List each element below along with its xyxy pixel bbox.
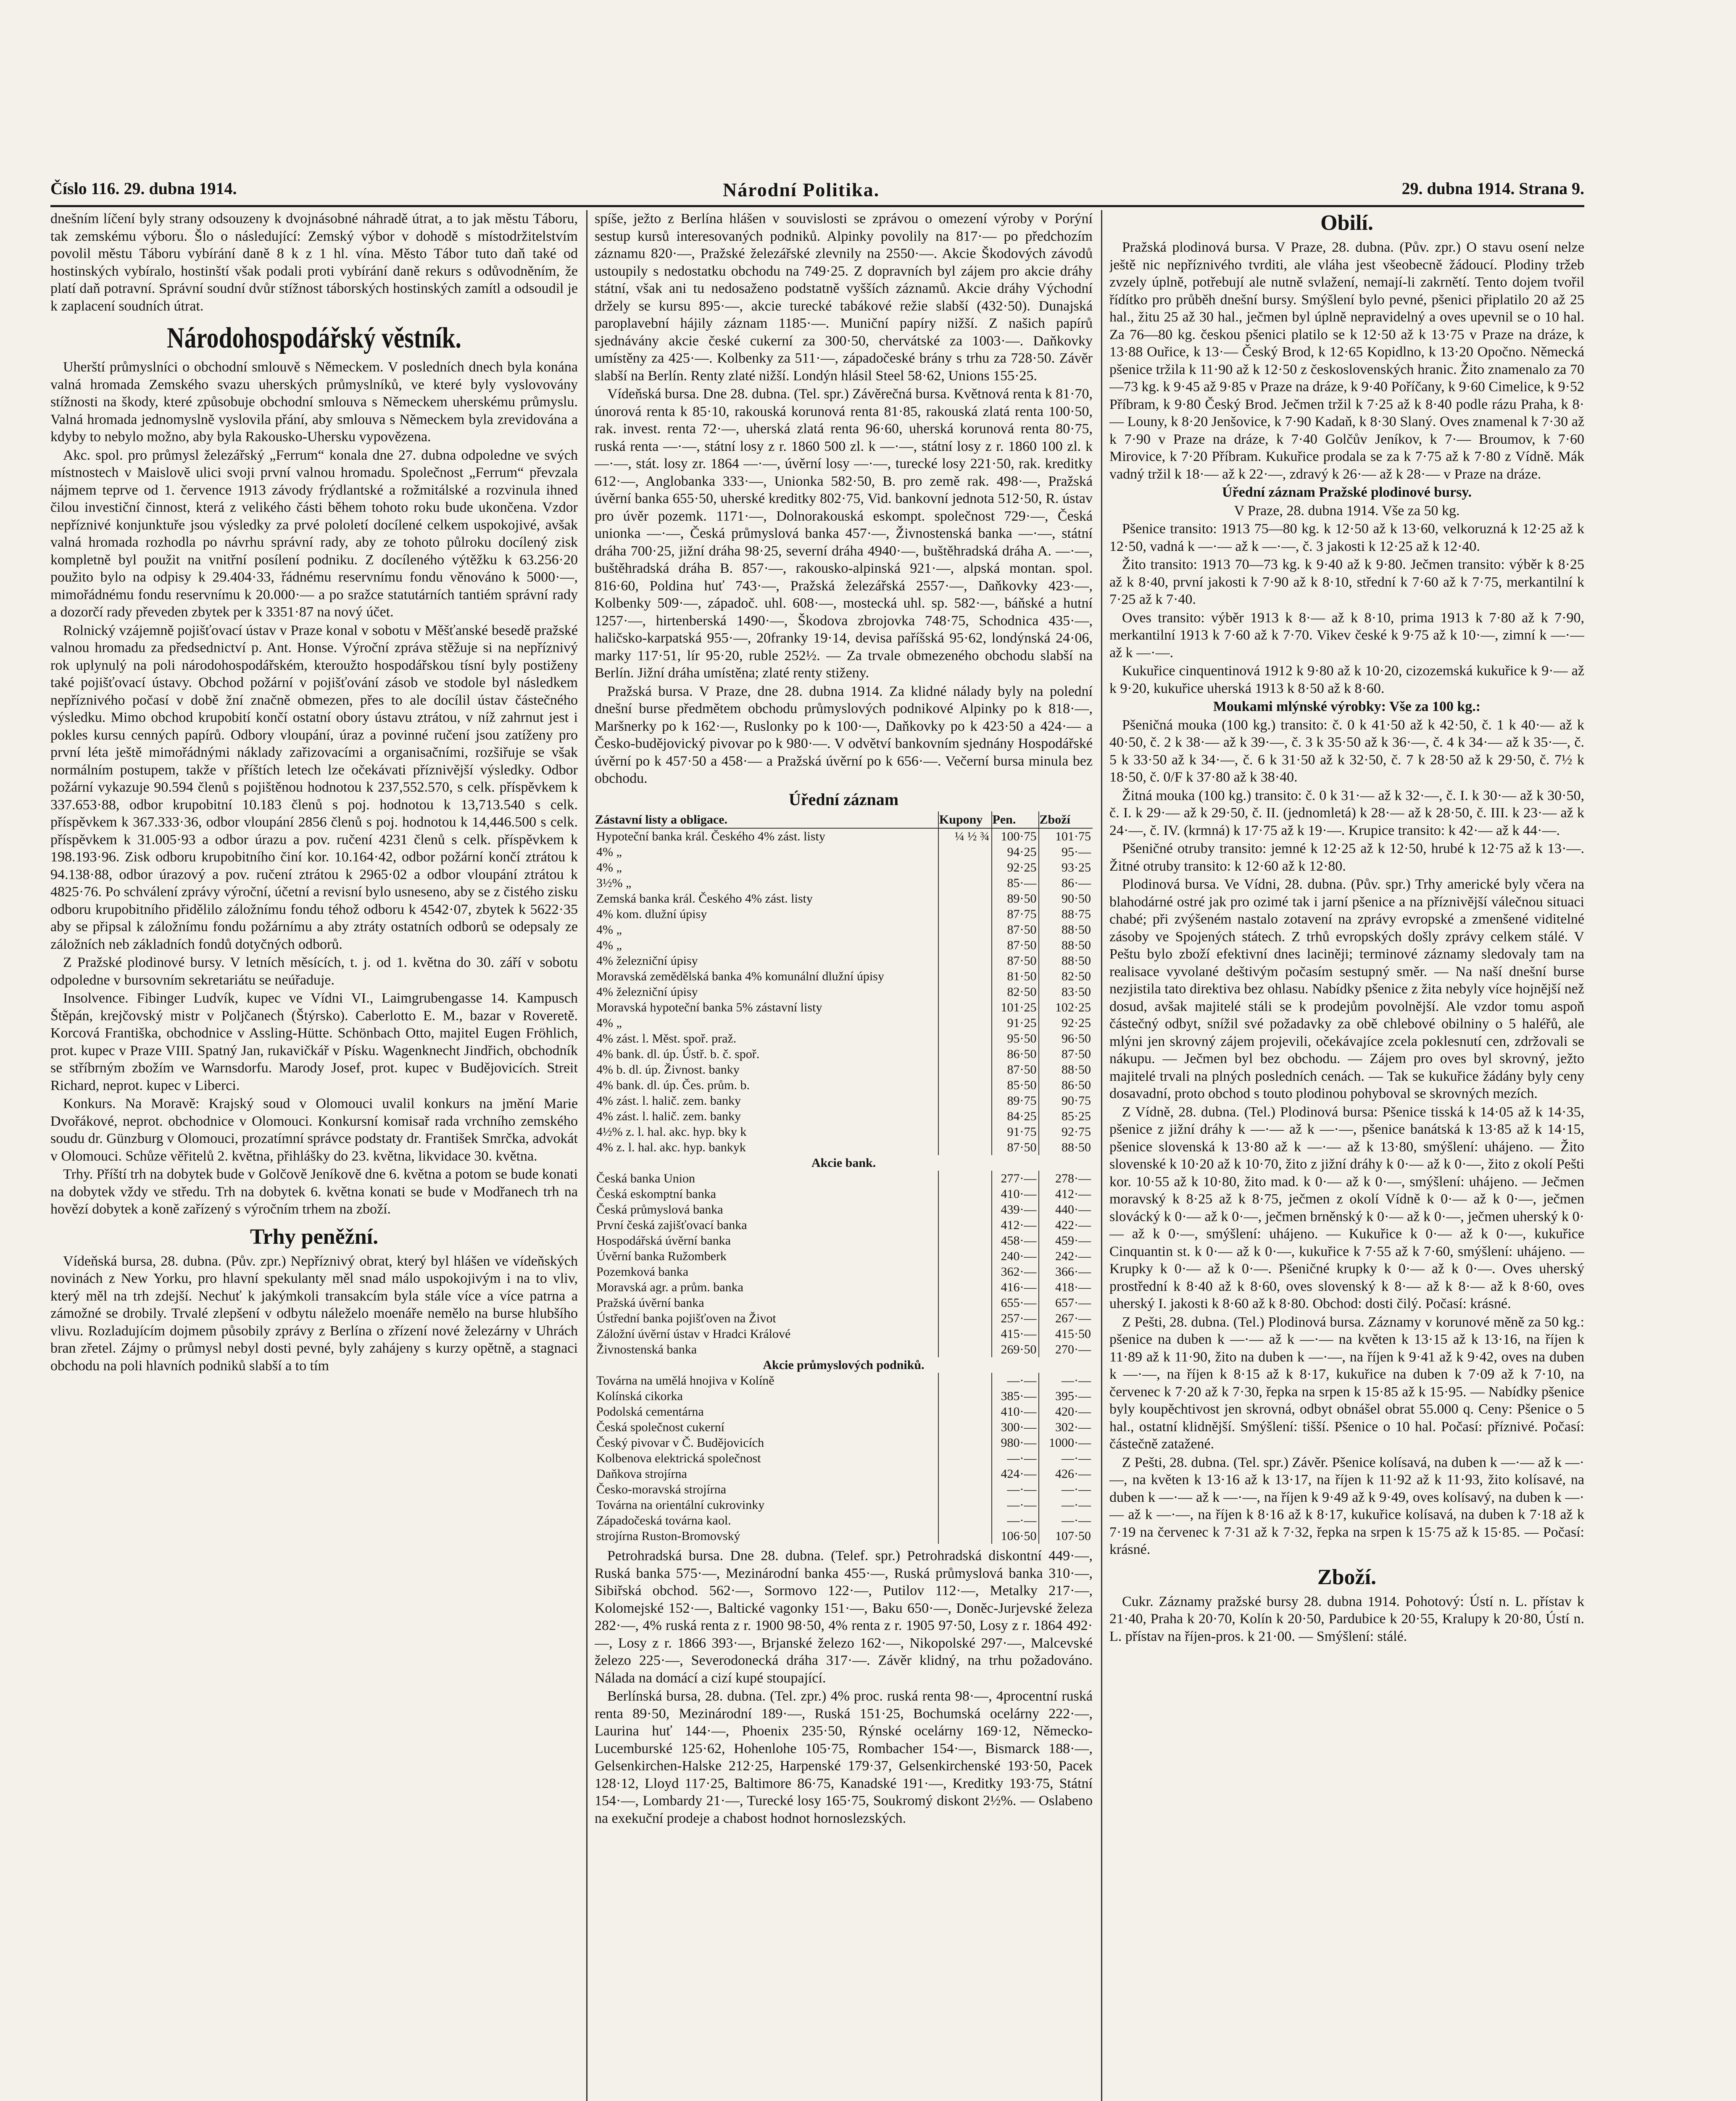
- table-row: [595, 1295, 1093, 1311]
- bid-price: 106·50: [992, 1528, 1039, 1544]
- article-text: Berlínská bursa, 28. dubna. (Tel. zpr.) 4% proc. ruská renta 98·—, 4procentní ruská renta 89·50, Mezinárodní 189·—, Ruská 151·25, Bochumská ocelárny 222·—, Laurina huť 144·—, Phoenix 235·50, Rýnské ocelárny 169·12, Německo-Lucemburské 125·62, Hohenlohe 105·75, Rombacher 154·—, Bismarck 188·—, Gelsenkirchen-Halske 212·25, Harpenské 179·37, Gelsenkirchenské 193·50, Pacek 128·12, Lloyd 117·25, Baltimore 86·75, Kanadské 191·—, Kreditky 193·75, Státní 154·—, Lombardy 21·—, Turecké losy 165·75, Soukromý diskont 2½%. — Oslabeno na exekuční prodeje a chabost hodnot hornoslezských.: [595, 1688, 1093, 1826]
- security-name: 4% „: [596, 845, 622, 859]
- table-row: [595, 1108, 1093, 1124]
- article-text: Vídeňská bursa, 28. dubna. (Pův. zpr.) Nepříznivý obrat, který byl hlášen ve vídeňských novinách z New Yorku, pro hlavní spekulanty měl snad málo uspokojivým i na to vliv, který měl na trh zdejší. Nechuť k jakýmkoli transakcím byla stále více a více patrna a zámožné se drobily. Trvalé zlepšení v odbytu náleželo moenáře nemělo na burse hlubšího vlivu. Rozladujícím dojmem působily zprávy z Berlína o zřízení nové železárny v Uhrách bran zřetel. Zájmy o průmysl nebyl dosti pevné, byly zahájeny s kurzy opětně, a stagnaci obchodu na poli hlavních podniků slabší a to tím: [50, 1253, 578, 1374]
- security-name: Moravská zemědělská banka 4% komunální dlužní úpisy: [596, 969, 884, 983]
- table-row: [595, 969, 1093, 984]
- article-text: Cukr. Záznamy pražské bursy 28. dubna 1914. Pohotový: Ústí n. L. přístav k 21·40, Praha k 20·70, Kolín k 20·50, Pardubice k 20·55, Kralupy k 20·80, Ústí n. L. přístav na říjen-pros. k 21·00. — Smýšlení: stálé.: [1109, 1593, 1584, 1644]
- section-heading: Obilí.: [1320, 211, 1373, 235]
- table-row: [595, 1140, 1093, 1155]
- bid-price: 424·—: [992, 1466, 1039, 1482]
- ask-price: —·—: [1039, 1373, 1093, 1388]
- bid-price: 412·—: [992, 1217, 1039, 1233]
- bid-price: 410·—: [992, 1404, 1039, 1419]
- ask-price: 657·—: [1039, 1295, 1093, 1311]
- article-text: Akc. spol. pro průmysl železářský „Ferrum“ konala dne 27. dubna odpoledne ve svých místnostech v Maislově ulici svoji první valnou hromadu. Společnost „Ferrum“ převzala nájmem teprve od 1. července 1913 závody frýdlantské a rožmitálské a rozvinula ihned čilou investiční činnost, která z velikého části během tohoto roku bude ukončena. Vzdor nepříznivé konjunktuře jsou výsledky za prvé pololetí docílené celkem uspokojivé, avšak valná hromada rozhodla po návrhu správní rady, aby ze tohoto půlroku docílený zisk kompletně byl použit na vnitřní posílení podniku. Z docíleného výtěžku k 63.256·20 použito bylo na odpisy k 29.404·33, řádnému reservnímu fondu věnováno k 5000·—, mimořádnému fondu reservnímu k 20.000·— a po sražce statutárních tantiém správní rady a dozorčí rady převeden zbytek per k 3351·87 na nový účet.: [50, 447, 578, 620]
- table-row: [595, 1497, 1093, 1513]
- coupon-cell: [938, 891, 992, 906]
- bid-price: 300·—: [992, 1419, 1039, 1435]
- ask-price: 96·50: [1039, 1031, 1093, 1046]
- ask-price: 418·—: [1039, 1280, 1093, 1295]
- bid-price: —·—: [992, 1373, 1039, 1388]
- column-divider: [1101, 210, 1102, 2101]
- table-header: Pen.: [992, 811, 1039, 828]
- article-text: Pšeničné otruby transito: jemné k 12·25 až k 12·50, hrubé k 12·75 až k 13·—. Žitné otruby transito: k 12·60 až k 12·80.: [1109, 841, 1584, 874]
- bid-price: 95·50: [992, 1031, 1039, 1046]
- article-text: spíše, ježto z Berlína hlášen v souvislosti se zprávou o omezení výroby v Porýní sestup kursů interesovaných podniků. Alpinky povolily na 817·— po předchozím záznamu 820·—, Pražské železářské zlevnily na 2550·—. Akcie Škodových závodů ustoupily s nedostatku obchodu na 749·25. Z dopravních byl zájem pro akcie dráhy státní, však ani tu nedosaženo podstatně vyšších záznamů. Akcie dráhy Východní držely se kursu 895·—, akcie turecké tabákové režie slabší (432·50). Dunajská paroplavební hájily záznam 1185·—. Muniční papíry nižší. Z našich papírů sjednávány akcie české cukerní za 300·50, chervátské za 1003·—. Daňkovky umístěny za 425·—. Kolbenky za 511·—, západočeské brány s trhu za 728·50. Závěr slabší na Berlín. Renty zlaté nižší. Londýn hlásil Steel 58·62, Unions 155·25.: [595, 211, 1093, 384]
- coupon-cell: [938, 1202, 992, 1217]
- subsection-title: Akcie průmyslových podniků.: [763, 1358, 925, 1372]
- column-1: [50, 210, 578, 2101]
- table-row: [595, 1015, 1093, 1031]
- coupon-cell: [938, 1264, 992, 1280]
- coupon-cell: [938, 1233, 992, 1248]
- article-text: Oves transito: výběr 1913 k 8·— až k 8·10, prima 1913 k 7·80 až k 7·90, merkantilní 1913 k 7·60 až k 7·70. Vikev české k 9·75 až k 10·—, zimní k —·— až k —·—.: [1109, 610, 1584, 661]
- ask-price: 102·25: [1039, 1000, 1093, 1015]
- ask-price: 278·—: [1039, 1171, 1093, 1186]
- security-name: Česká eskomptní banka: [596, 1187, 716, 1201]
- bid-price: 89·75: [992, 1093, 1039, 1108]
- ask-price: —·—: [1039, 1482, 1093, 1497]
- ask-price: 83·50: [1039, 984, 1093, 1000]
- bid-price: 87·50: [992, 953, 1039, 969]
- table-header: Zboží: [1039, 811, 1093, 828]
- table-row: [595, 1311, 1093, 1326]
- record-heading: Moukami mlýnské výrobky: Vše za 100 kg.:: [1213, 699, 1481, 714]
- coupon-cell: [938, 1062, 992, 1077]
- table-header: Kupony: [938, 811, 992, 828]
- coupon-cell: [938, 1217, 992, 1233]
- bid-price: 458·—: [992, 1233, 1039, 1248]
- subsection-title: Akcie bank.: [811, 1156, 876, 1170]
- bid-price: 87·50: [992, 922, 1039, 937]
- table-row: [595, 1217, 1093, 1233]
- ask-price: 88·50: [1039, 1062, 1093, 1077]
- security-name: Česká banka Union: [596, 1172, 695, 1185]
- ask-price: 101·75: [1039, 828, 1093, 844]
- table-row: [595, 844, 1093, 860]
- security-name: Daňkova strojírna: [596, 1467, 687, 1481]
- security-name: 3½% „: [596, 876, 632, 890]
- bonds-rows: [595, 828, 1093, 1155]
- coupon-cell: [938, 1419, 992, 1435]
- industrial-shares-rows: [595, 1373, 1093, 1544]
- bid-price: —·—: [992, 1482, 1039, 1497]
- ask-price: 86·—: [1039, 875, 1093, 891]
- article-text: Pšenice transito: 1913 75—80 kg. k 12·50 až k 13·60, velkoruzná k 12·25 až k 12·50, vadná k —·— až k —·—, č. 3 jakosti k 12·25 až k 12·40.: [1109, 521, 1584, 554]
- article-text: Petrohradská bursa. Dne 28. dubna. (Telef. spr.) Petrohradská diskontní 449·—, Ruská banka 575·—, Mezinárodní banka 455·—, Ruská průmyslová banka 310·—, Sibiřská obchod. 562·—, Sormovo 122·—, Putilov 112·—, Metalky 217·—, Kolomejské 152·—, Baltické vagonky 151·—, Baku 650·—, Doněc-Jurjevské železa 282·—, 4% ruská renta z r. 1900 98·50, 4% renta z r. 1905 97·50, Losy z r. 1864 492·—, Losy z r. 1866 393·—, Brjanské železo 162·—, Nikopolské 297·—, Malcevské železo 225·—, Severodonecká dráha 317·—. Závěr klidný, na trhu požadováno. Nálada na domácí a cizí kupé stoupající.: [595, 1548, 1093, 1686]
- ask-price: 267·—: [1039, 1311, 1093, 1326]
- coupon-cell: [938, 1108, 992, 1124]
- coupon-cell: [938, 1124, 992, 1140]
- coupon-cell: [938, 1248, 992, 1264]
- coupon-cell: [938, 1466, 992, 1482]
- security-name: 4% b. dl. úp. Živnost. banky: [596, 1063, 740, 1077]
- ask-price: 88·50: [1039, 1140, 1093, 1155]
- coupon-cell: [938, 844, 992, 860]
- bid-price: 85·—: [992, 875, 1039, 891]
- coupon-cell: [938, 1342, 992, 1357]
- bid-price: 85·50: [992, 1077, 1039, 1093]
- security-name: 4% z. l. hal. akc. hyp. bankyk: [596, 1140, 746, 1154]
- article-text: Pražská plodinová bursa. V Praze, 28. dubna. (Pův. zpr.) O stavu osení nelze ještě nic nepříznivého tvrditi, ale vláha jest všeobecně žádoucí. Plodiny tržeb zvzely úplně, potřebují ale nutně svlažení, nemají-li zakrnětí. Tento dojem tvořil řídítko pro průběh dnešní bursy. Smýšlení bylo pevné, pšenici připlatilo 20 až 25 hal., žitu 25 až 30 hal., ječmen byl úplně nepravidelný a oves upevnil se o 10 hal. Za 76—80 kg. českou pšenici platilo se k 12·50 až k 13·75 v Praze na dráze, k 13·88 Ouřice, k 13·— Český Brod, k 12·65 Kopidlno, k 13·20 Opočno. Německá pšenice tržila k 11·90 až k 12·50 z československých hranic. Žito znamenalo za 70—73 kg. k 9·45 až 9·85 v Praze na dráze, k 9·40 Poříčany, k 9·60 Cimelice, k 9·52 Příbram, k 9·80 Český Brod. Ječmen tržil k 7·25 až k 8·40 podle rázu Praha, k 8·— Louny, k 8·20 Jenšovice, k 7·90 Kadaň, k 8·30 Slaný. Oves znamenal k 7·30 až k 7·90 v Praze na dráze, k 7·40 Golčův Jeníkov, k 7·— Broumov, k 7·60 Mirovice, k 7·20 Příbram. Kukuřice prodala se za k 7·75 až k 7·80 z Vídně. Mák vadný tržil k 18·— až k 22·—, zdravý k 26·— až k 28·— v Praze na dráze.: [1109, 240, 1584, 482]
- bid-price: 362·—: [992, 1264, 1039, 1280]
- coupon-cell: [938, 922, 992, 937]
- table-row: [595, 875, 1093, 891]
- security-name: První česká zajišťovací banka: [596, 1218, 747, 1232]
- coupon-cell: [938, 1528, 992, 1544]
- ask-price: 88·50: [1039, 922, 1093, 937]
- article-text: Vídeňská bursa. Dne 28. dubna. (Tel. spr.) Závěrečná bursa. Květnová renta k 81·70, únorová renta k 85·10, rakouská korunová renta 81·85, rakouská zlatá renta 100·50, rak. invest. renta 72·—, uherská zlatá renta 96·60, uherská korunová renta 80·75, ruská renta —·—, státní losy z r. 1860 500 zl. k —·—, státní losy z r. 1860 100 zl. k —·—, stát. losy zr. 1864 —·—, úvěrní losy —·—, turecké losy 221·50, rak. kreditky 612·—, Anglobanka 333·—, Unionka 582·50, B. pro země rak. 498·—, Pražská úvěrní banka 655·50, uherské kreditky 802·75, Vid. bankovní jednota 512·50, R. ústav pro úvěr pozemk. 1171·—, Dolnorakouská eskompt. společnost 729·—, Česká unionka —·—, Česká průmyslová banka 457·—, Živnostenská banka —·—, státní dráha 700·25, jižní dráha 98·25, severní dráha 4940·—, buštěhradská dráha A. —·—, buštěhradská dráha B. 857·—, rakousko-alpinská 921·—, alpská montan. spol. 816·60, Poldina huť 743·—, Pražská železářská 2557·—, Daňkovky 423·—, Kolbenky 509·—, západoč. uhl. 608·—, mostecká uhl. sp. 582·—, báňské a hutní 1257·—, hirtenberská 1490·—, Škodova zbrojovka 748·75, Schodnica 435·—, haličsko-karpatská 955·—, 20franky 19·14, devisa paříšská 95·62, londýnská 24·06, marky 117·51, lír 95·20, ruble 252½. — Za trvale obmezeného obchodu slabší na Berlín. Jižní dráha umístěna; zlaté renty stiženy.: [595, 386, 1093, 681]
- table-row: [595, 1077, 1093, 1093]
- coupon-cell: [938, 1451, 992, 1466]
- article-text: Z Pražské plodinové bursy. V letních měsících, t. j. od 1. května do 30. září v sobotu odpoledne v bursovním sekretariátu se neúřaduje.: [50, 955, 578, 988]
- bid-price: 81·50: [992, 969, 1039, 984]
- table-row: [595, 1373, 1093, 1388]
- article-text: Uherští průmyslníci o obchodní smlouvě s Německem. V posledních dnech byla konána valná hromada Zemského svazu uherských průmyslníků, ve které byly vyslovovány stížnosti na škody, které způsobuje obchodní smlouva s Německem uherskému průmyslu. Valná hromada jednomyslně vyslovila přání, aby smlouva s Německem byla zrevidována a kdyby to nebylo možno, aby byla Rakousko-Uhersku vypovězena.: [50, 359, 578, 445]
- coupon-cell: ¼ ½ ¾: [938, 828, 992, 844]
- coupon-cell: [938, 860, 992, 875]
- bid-price: 91·75: [992, 1124, 1039, 1140]
- ask-price: 93·25: [1039, 860, 1093, 875]
- ask-price: 107·50: [1039, 1528, 1093, 1544]
- security-name: Továrna na umělá hnojiva v Kolíně: [596, 1374, 774, 1388]
- table-row: [595, 1171, 1093, 1186]
- ask-price: 459·—: [1039, 1233, 1093, 1248]
- ask-price: 270·—: [1039, 1342, 1093, 1357]
- column-3: [1109, 210, 1584, 2101]
- bid-price: 257·—: [992, 1311, 1039, 1326]
- bid-price: —·—: [992, 1513, 1039, 1528]
- article-text: Plodinová bursa. Ve Vídni, 28. dubna. (Pův. spr.) Trhy americké byly včera na blahodárné ostré jak pro ozimé tak i jarní pšenice a na příznivější válečnou situaci chabé; při zvýšeném nastalo zotavení na zprávy evropské a zmenšené viditelné zásoby ve Spojených státech. Z trhů evropských došly zprávy celkem stálé. V Peštu bylo zboží efektivní dnes laciněji; terminové záznamy sledovaly tam na realisace vyvolané deštivým počasím sestupný směr. — Na naší dnešní burse nezjistila tato direktiva bez ohlasu. Nabídky pšenice z žita nebyly více hojnější než dosud, avšak majitelé stáli se k prodejům povolnější. Ale vzdor tomu aspoň částečný odbyt, snížil své požadavky za obě chlebové obilniny o 5 haléřů, ale mlýni jen skrovný zájem projevili, očekávajíce zcela poklesnutí cen, zdržovali se nákupu. — Ječmen byl bez obchodu. — Zájem pro oves byl skrovný, ježto majitelé trvali na plných posledních cenách. — Tak se kukuřice žádány byly ceny dosavadní, proto obchod s touto plodinou pohyboval se skrovných mezích.: [1109, 877, 1584, 1101]
- bid-price: 655·—: [992, 1295, 1039, 1311]
- coupon-cell: [938, 1186, 992, 1202]
- coupon-cell: [938, 1171, 992, 1186]
- issue-number: Číslo 116. 29. dubna 1914.: [50, 179, 237, 198]
- bid-price: 86·50: [992, 1046, 1039, 1062]
- ask-price: 88·50: [1039, 953, 1093, 969]
- table-row: [595, 953, 1093, 969]
- bid-price: 82·50: [992, 984, 1039, 1000]
- article-text: Žitná mouka (100 kg.) transito: č. 0 k 31·— až k 32·—, č. I. k 30·— až k 30·50, č. I. k 29·— až k 29·50, č. II. (jednomletá) k 28·— až k 28·50, č. III. k 23·— až k 24·—, č. IV. (krmná) k 17·75 až k 19·—. Krupice transito: k 42·— až k 44·—.: [1109, 787, 1584, 838]
- table-row: [595, 1326, 1093, 1342]
- table-row: [595, 984, 1093, 1000]
- ask-price: 1000·—: [1039, 1435, 1093, 1451]
- column-divider: [586, 210, 587, 2101]
- page-number: 29. dubna 1914. Strana 9.: [1401, 179, 1584, 198]
- bid-price: 415·—: [992, 1326, 1039, 1342]
- coupon-cell: [938, 1326, 992, 1342]
- article-text: Trhy. Příští trh na dobytek bude v Golčově Jeníkově dne 6. května a potom se bude konati na dobytek vždy ve středu. Trh na dobytek 6. května konati se bude v Modřanech trh na hovězí dobytek a koně zařízený s výročním trhem na zboží.: [50, 1166, 578, 1217]
- bid-price: 87·50: [992, 1140, 1039, 1155]
- security-name: Živnostenská banka: [596, 1343, 697, 1356]
- table-row: [595, 1451, 1093, 1466]
- security-name: 4% zást. l. halič. zem. banky: [596, 1094, 741, 1108]
- ask-price: 82·50: [1039, 969, 1093, 984]
- table-row: [595, 1466, 1093, 1482]
- ask-price: 440·—: [1039, 1202, 1093, 1217]
- security-name: Česká průmyslová banka: [596, 1203, 723, 1216]
- security-name: 4% železniční úpisy: [596, 985, 698, 999]
- table-row: [595, 906, 1093, 922]
- ask-price: —·—: [1039, 1451, 1093, 1466]
- table-row: [595, 1046, 1093, 1062]
- column-2: [595, 210, 1093, 2101]
- bid-price: 89·50: [992, 891, 1039, 906]
- table-row: [595, 1388, 1093, 1404]
- table-row: [595, 1264, 1093, 1280]
- section-heading: Trhy peněžní.: [250, 1224, 379, 1249]
- table-row: [595, 1031, 1093, 1046]
- article-text: Insolvence. Fibinger Ludvík, kupec ve Vídni VI., Laimgrubengasse 14. Kampusch Štěpán, krejčovský mistr v Poljčanech (Štýrsko). Caberlotto E. M., bazar v Roveretě. Korcová Františka, obchodnice v Assling-Hütte. Schönbach Otto, majitel Eugen Fröhlich, prot. kupec v Praze VIII. Spatný Jan, rukavičkář v Písku. Wagenknecht Jindřich, obchodník se stříbrným zbožím ve Warnsdorfu. Marody Josef, prot. kupec v Budějovicích. Streit Richard, neprot. kupec v Liberci.: [50, 990, 578, 1093]
- table-row: [595, 1000, 1093, 1015]
- article-text: Z Vídně, 28. dubna. (Tel.) Plodinová bursa: Pšenice tisská k 14·05 až k 14·35, pšenice z jižní dráhy k —·— až k —·—, pšenice banátská k 13·85 až k 14·15, pšenice slovenská k 13·80 až k —·— až k 13·80, smýšlení: uhájeno. — Žito slovenské k 10·20 až k 10·70, žito z jižní dráhy k 0·— až k 0·—, žito z okolí Pešti kor. 10·55 až k 10·80, žito mad. k 0·— až k 0·—, smýšlení: uhájeno. — Ječmen moravský k 8·25 až k 8·75, ječmen z okolí Vídně k 0·— až k 0·—, ječmen slovácký k 0·— až k 0·—, ječmen brněnský k 0·— až k 0·—, ječmen uherský k 0·— až k 0·—, smýšlení: uhájeno. — Kukuřice k 0·— až k 0·—, kukuřice Cinquantin st. k 0·— až k 0·—, kukuřice k 7·55 až k 7·60, smýšlení: uhájeno. — Krupky k 0·— až k 0·—. Pšeničné krupky k 0·— až k 0·—. Oves uherský prostřední k 8·40 až k 8·60, oves slovenský k 8·— až k 8·— až k 8·60, oves uherský I. jakosti k 8·60 až k 8·80. Obchod: dosti čilý. Počasí: krásné.: [1109, 1104, 1584, 1311]
- security-name: 4% železniční úpisy: [596, 954, 698, 968]
- security-name: 4% bank. dl. úp. Čes. prům. b.: [596, 1078, 750, 1092]
- table-row: [595, 1202, 1093, 1217]
- bid-price: 439·—: [992, 1202, 1039, 1217]
- record-heading: Úřední záznam Pražské plodinové bursy.: [1222, 484, 1472, 500]
- bid-price: 416·—: [992, 1280, 1039, 1295]
- article-text: Z Pešti, 28. dubna. (Tel.) Plodinová bursa. Záznamy v korunové měně za 50 kg.: pšenice na duben k —·— až k —·— na květen k 13·15 až k 13·16, na říjen k 11·89 až k 11·90, žito na duben k —·—, na říjen k 9·41 až k 9·42, oves na duben k —·—, na říjen k 8·15 až k 8·17, kukuřice na duben k 7·09 až k 7·10, na červenec k 7·20 až k 7·30, řepka na srpen k 15·85 až k 15·95. — Nabídky pšenice byly koupěchtivost jen skrovná, odbyt obnášel obrat 55.000 q. Ceny: Pšenice o 5 hal., ostatní klidnější. Smýšlení: tišší. Pšenice o 10 hal. Počasí: příznivé. Počasí: částečně zatažené.: [1109, 1314, 1584, 1452]
- bid-price: 385·—: [992, 1388, 1039, 1404]
- ask-price: 88·75: [1039, 906, 1093, 922]
- coupon-cell: [938, 1373, 992, 1388]
- security-name: 4½% z. l. hal. akc. hyp. bky k: [596, 1125, 747, 1139]
- bid-price: 269·50: [992, 1342, 1039, 1357]
- bid-price: 87·50: [992, 937, 1039, 953]
- bid-price: 277·—: [992, 1171, 1039, 1186]
- article-text: Pražská bursa. V Praze, dne 28. dubna 1914. Za klidné nálady byly na polední dnešní burse předmětem obchodu průmyslových podnikové Alpinky po k 818·—, Maršnerky po k 162·—, Ruslonky po k 100·—, Daňkovky po k 423·50 a 424·— a Česko-budějovický pivovar po k 980·—. V odvětví bankovním sjednány Hospodářské úvěrní po k 457·50 a 458·— a Pražská úvěrní po k 656·—. Večerní bursa minula bez obchodu.: [595, 683, 1093, 786]
- coupon-cell: [938, 1280, 992, 1295]
- security-name: Ústřední banka pojišťoven na Život: [596, 1311, 776, 1325]
- ask-price: 395·—: [1039, 1388, 1093, 1404]
- bid-price: 101·25: [992, 1000, 1039, 1015]
- coupon-cell: [938, 1311, 992, 1326]
- ask-price: 95·—: [1039, 844, 1093, 860]
- security-name: Kolbenova elektrická společnost: [596, 1451, 761, 1465]
- table-row: [595, 891, 1093, 906]
- newspaper-title: Národní Politika.: [723, 179, 880, 200]
- table-row: [595, 1248, 1093, 1264]
- coupon-cell: [938, 969, 992, 984]
- ask-price: 87·50: [1039, 1046, 1093, 1062]
- article-text: Rolnický vzájemně pojišťovací ústav v Praze konal v sobotu v Měšťanské besedě pražské valnou hromadu za předsednictví p. Ant. Honse. Výroční zpráva stěžuje si na nepříznivý rok uplynulý na poli národohospodářském, kteroužto hospodářskou tísní byly postiženy také pojišťovací ústavy. Obchod požární v pojišťování zásob ve stodole byl následkem nepříznivého počasí v době žní značně obmezen, přes to ale docílil ústav částečného výsledku. Mimo obchod krupobití končí ostatní obory ústavu ztrátou, v níž zahrnut jest i pokles kursu cenných papírů. Odbory vloupání, úraz a povinné ručení jsou zatíženy pro první léta ještě mimořádnými náklady zařizovacími a organisačními, rozšiřuje se však normálním postupem, takže v příštích letech lze očekávati příznivější výsledky. Odbor požární vykazuje 90.594 členů s pojištěnou hodnotou k 237,552.570, s celk. příspěvkem k 337.653·88, odbor krupobitní 10.183 členů s poj. hodnotou k 13,713.540 s celk. příspěvkem k 367.333·36, odbor vloupání 2856 členů s poj. hodnotou k 14,446.500 s celk. příspěvkem k 31.005·93 a odbor úrazu a pov. ručení 4231 členů s celk. příspěvkem k 198.193·96. Zisk odboru krupobitního činí kor. 10.164·42, odbor požární končí ztrátou k 94.138·88, odbor úrazový a pov. ručení ztrátou k 2965·02 a odbor vloupání ztrátou k 4825·76. Po schválení zprávy výroční, účetní a revisní bylo usneseno, aby se z čistého zisku odboru krupobitního přidělilo záložnímu fondu téhož odboru k 4542·07, zbytek k 5622·35 aby se připsal k záložnímu fondu požárnímu a aby ztráty ostatních odborů se odepsaly ze záložních neb základních fondů dotyčných odborů.: [50, 622, 578, 952]
- ask-price: 90·75: [1039, 1093, 1093, 1108]
- article-text: Pšeničná mouka (100 kg.) transito: č. 0 k 41·50 až k 42·50, č. 1 k 40·— až k 40·50, č. 2 k 38·— až k 39·—, č. 3 k 35·50 až k 36·—, č. 4 k 34·— až k 35·—, č. 5 k 33·50 až k 34·—, č. 6 k 31·50 až k 32·50, č. 7 k 28·50 až k 29·50, č. 7½ k 18·50, č. 0/F k 37·80 až k 38·40.: [1109, 717, 1584, 785]
- security-name: 4% „: [596, 938, 622, 952]
- ask-price: 86·50: [1039, 1077, 1093, 1093]
- table-row: [595, 1419, 1093, 1435]
- ask-price: —·—: [1039, 1513, 1093, 1528]
- bid-price: 410·—: [992, 1186, 1039, 1202]
- bid-price: —·—: [992, 1497, 1039, 1513]
- ask-price: —·—: [1039, 1497, 1093, 1513]
- coupon-cell: [938, 1015, 992, 1031]
- security-name: 4% „: [596, 923, 622, 937]
- page-header: [50, 179, 1584, 204]
- article-text: dnešním líčení byly strany odsouzeny k dvojnásobné náhradě útrat, a to jak městu Táboru, tak zemskému výboru. Šlo o následující: Zemský výbor v dohodě s místodržitelstvím povolil městu Táboru vybírání daně 8 k z 1 hl. vína. Město Tábor tuto daň také od hostinských vybíralo, hostinští však podali proti vybírání daně rekurs s odůvodněním, že platí daň potravní. Správní soudní dvůr stížnost táborských hostinských zamítl a odsoudil je k zaplacení soudních útrat.: [50, 211, 578, 314]
- security-name: Moravská hypoteční banka 5% zástavní listy: [596, 1000, 822, 1014]
- bid-price: 84·25: [992, 1108, 1039, 1124]
- record-subheading: V Praze, 28. dubna 1914. Vše za 50 kg.: [1234, 503, 1460, 519]
- ask-price: 302·—: [1039, 1419, 1093, 1435]
- coupon-cell: [938, 1497, 992, 1513]
- coupon-cell: [938, 953, 992, 969]
- coupon-cell: [938, 1295, 992, 1311]
- security-name: Pozemková banka: [596, 1265, 689, 1279]
- coupon-cell: [938, 1000, 992, 1015]
- table-row: [595, 860, 1093, 875]
- ask-price: 88·50: [1039, 937, 1093, 953]
- table-row: [595, 937, 1093, 953]
- section-heading: Národohospodářský věstník.: [167, 322, 461, 354]
- ask-price: 92·75: [1039, 1124, 1093, 1140]
- table-row: [595, 1186, 1093, 1202]
- security-name: 4% zást. l. halič. zem. banky: [596, 1109, 741, 1123]
- table-row: [595, 1093, 1093, 1108]
- coupon-cell: [938, 1404, 992, 1419]
- table-row: [595, 922, 1093, 937]
- security-name: Západočeská továrna kaol.: [596, 1514, 731, 1527]
- table-row: [595, 1435, 1093, 1451]
- bid-price: 980·—: [992, 1435, 1039, 1451]
- table-row: [595, 1342, 1093, 1357]
- security-name: 4% kom. dlužní úpisy: [596, 907, 707, 921]
- ask-price: 422·—: [1039, 1217, 1093, 1233]
- security-name: 4% „: [596, 861, 622, 874]
- table-row: [595, 1404, 1093, 1419]
- security-name: Český pivovar v Č. Budějovicích: [596, 1436, 764, 1450]
- coupon-cell: [938, 1077, 992, 1093]
- coupon-cell: [938, 1388, 992, 1404]
- ask-price: 412·—: [1039, 1186, 1093, 1202]
- official-record-heading: Úřední záznam: [788, 790, 899, 809]
- coupon-cell: [938, 875, 992, 891]
- bid-price: 240·—: [992, 1248, 1039, 1264]
- bid-price: —·—: [992, 1451, 1039, 1466]
- coupon-cell: [938, 1031, 992, 1046]
- article-text: Kukuřice cinquentinová 1912 k 9·80 až k 10·20, cizozemská kukuřice k 9·— až k 9·20, kukuřice uherská 1913 k 8·50 až k 8·60.: [1109, 663, 1584, 696]
- security-name: Úvěrní banka Ružomberk: [596, 1249, 727, 1263]
- table-row: [595, 1482, 1093, 1497]
- coupon-cell: [938, 906, 992, 922]
- security-name: Kolínská cikorka: [596, 1389, 683, 1403]
- security-name: 4% „: [596, 1016, 622, 1030]
- bid-price: 100·75: [992, 828, 1039, 844]
- coupon-cell: [938, 937, 992, 953]
- table-row: [595, 1528, 1093, 1544]
- bid-price: 94·25: [992, 844, 1039, 860]
- security-name: Česko-moravská strojírna: [596, 1482, 727, 1496]
- table-row: [595, 1233, 1093, 1248]
- bank-shares-rows: [595, 1171, 1093, 1357]
- bid-price: 87·50: [992, 1062, 1039, 1077]
- security-name: 4% bank. dl. úp. Ústř. b. č. spoř.: [596, 1047, 760, 1061]
- coupon-cell: [938, 1513, 992, 1528]
- security-name: Česká společnost cukerní: [596, 1420, 724, 1434]
- ask-price: 420·—: [1039, 1404, 1093, 1419]
- table-header: Zástavní listy a obligace.: [595, 811, 938, 828]
- ask-price: 426·—: [1039, 1466, 1093, 1482]
- bid-price: 87·75: [992, 906, 1039, 922]
- coupon-cell: [938, 984, 992, 1000]
- security-name: Hospodářská úvěrní banka: [596, 1234, 731, 1248]
- security-name: Moravská agr. a prům. banka: [596, 1280, 743, 1294]
- security-name: Hypoteční banka král. Českého 4% zást. listy: [596, 829, 825, 843]
- coupon-cell: [938, 1435, 992, 1451]
- security-name: strojírna Ruston-Bromovský: [596, 1529, 740, 1543]
- table-row: [595, 828, 1093, 844]
- table-row: [595, 1280, 1093, 1295]
- ask-price: 366·—: [1039, 1264, 1093, 1280]
- table-row: [595, 1513, 1093, 1528]
- coupon-cell: [938, 1482, 992, 1497]
- security-name: Záložní úvěrní ústav v Hradci Králové: [596, 1327, 791, 1341]
- security-name: Pražská úvěrní banka: [596, 1296, 704, 1310]
- quotes-table: [595, 811, 1093, 1544]
- ask-price: 85·25: [1039, 1108, 1093, 1124]
- ask-price: 90·50: [1039, 891, 1093, 906]
- ask-price: 92·25: [1039, 1015, 1093, 1031]
- article-text: Konkurs. Na Moravě: Krajský soud v Olomouci uvalil konkurs na jmění Marie Dvořákové, neprot. obchodnice v Olomouci. Konkursní komisař rada vrchního zemského soudu dr. Günzburg v Olomouci, prozatímní správce podstaty dr. František Smrčka, advokát v Olomouci. Schůze věřitelů 2. května, přihlášky do 23. května, likvidace 30. května.: [50, 1096, 578, 1164]
- header-rule: [50, 205, 1584, 207]
- table-row: [595, 1062, 1093, 1077]
- security-name: Podolská cementárna: [596, 1405, 704, 1419]
- security-name: 4% zást. l. Měst. spoř. praž.: [596, 1032, 737, 1045]
- coupon-cell: [938, 1140, 992, 1155]
- security-name: Továrna na orientální cukrovinky: [596, 1498, 765, 1512]
- bid-price: 92·25: [992, 860, 1039, 875]
- ask-price: 415·50: [1039, 1326, 1093, 1342]
- coupon-cell: [938, 1093, 992, 1108]
- bid-price: 91·25: [992, 1015, 1039, 1031]
- security-name: Zemská banka král. Českého 4% zást. listy: [596, 892, 813, 906]
- coupon-cell: [938, 1046, 992, 1062]
- article-text: Z Pešti, 28. dubna. (Tel. spr.) Závěr. Pšenice kolísavá, na duben k —·— až k —·—, na květen k 13·16 až k 13·17, na říjen k 11·92 až k 11·93, žito kolísavé, na duben k —·— až k —·—, na říjen k 9·49 až k 9·49, oves kolísavý, na duben k —·— až k —·—, na říjen k 8·16 až k 8·17, kukuřice kolísavá, na duben k 7·18 až k 7·19 na červenec k 7·31 až k 7·32, řepka na srpen k 15·75 až k 15·85. — Počasí: krásné.: [1109, 1454, 1584, 1557]
- table-row: [595, 1124, 1093, 1140]
- ask-price: 242·—: [1039, 1248, 1093, 1264]
- article-text: Žito transito: 1913 70—73 kg. k 9·40 až k 9·80. Ječmen transito: výběr k 8·25 až k 8·40, první jakosti k 7·90 až k 8·10, střední k 7·60 až k 7·75, merkantilní k 7·25 až k 7·40.: [1109, 557, 1584, 607]
- section-heading: Zboží.: [1317, 1565, 1377, 1589]
